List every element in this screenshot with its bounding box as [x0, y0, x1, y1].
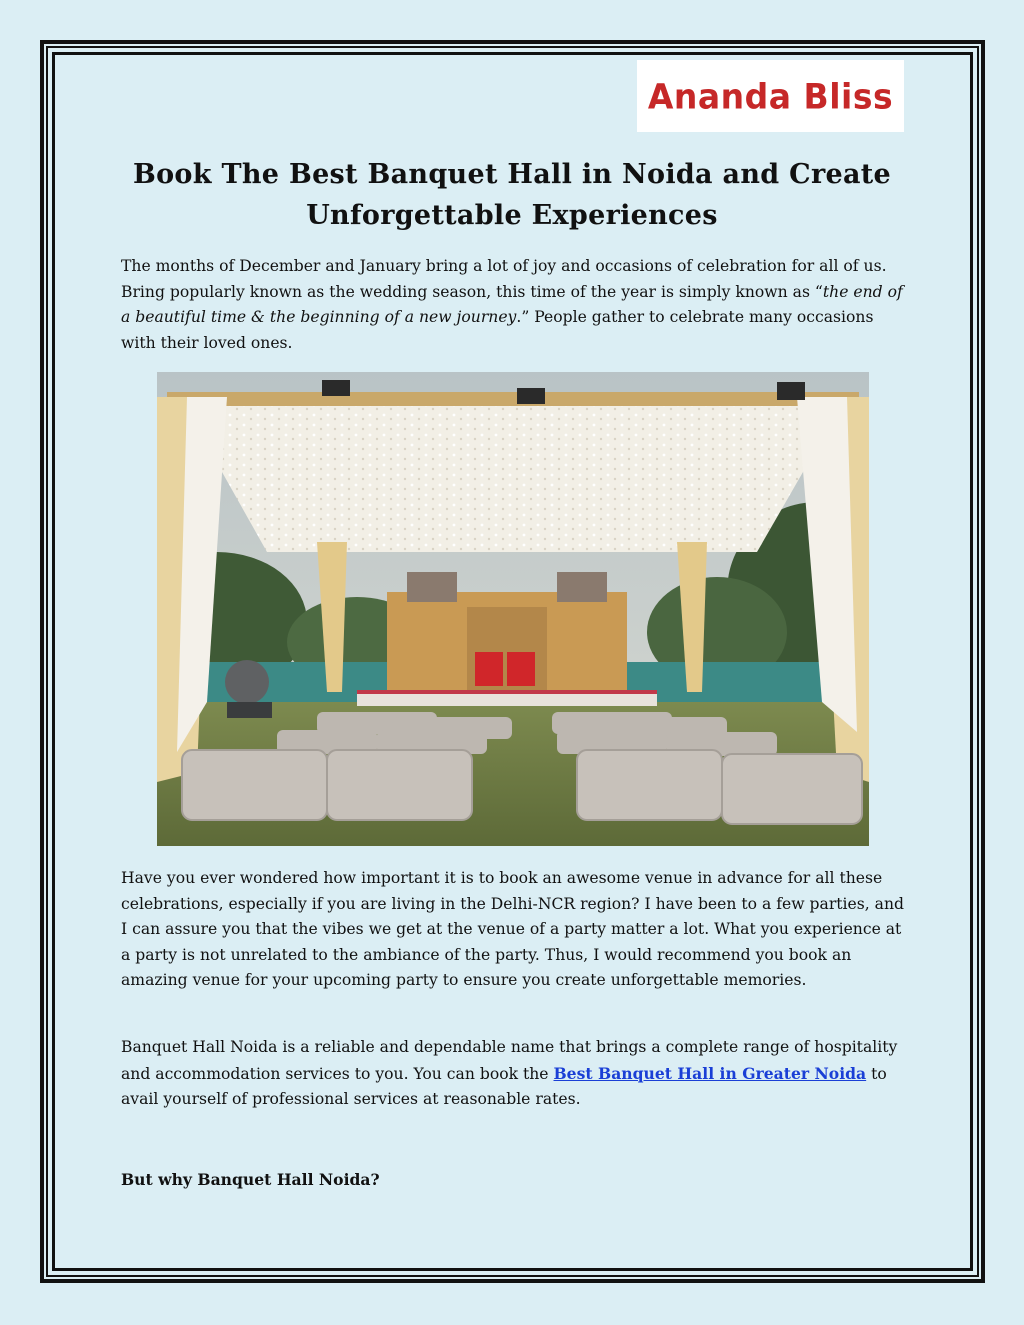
- section-heading: But why Banquet Hall Noida?: [121, 1170, 380, 1189]
- venue-photo-illustration: [157, 372, 869, 846]
- intro-text-start: The months of December and January bring a lot of joy and occasions of celebration for all of us. Bring popularly known as the wedding season, this time of the year is simply known as “: [121, 257, 887, 301]
- best-banquet-hall-link[interactable]: Best Banquet Hall in Greater Noida: [553, 1063, 867, 1083]
- intro-text-end: .” People gather to celebrate many occasions with their loved ones.: [121, 308, 874, 352]
- intro-paragraph: [121, 254, 911, 356]
- services-text-start: Banquet Hall Noida is a reliable and dependable name that brings a complete range of hospitality and accommodation services to you. You can book the: [121, 1038, 898, 1083]
- venue-photo: [157, 372, 869, 846]
- venue-paragraph: Have you ever wondered how important it is to book an awesome venue in advance for all these celebrations, especially if you are living in the Delhi-NCR region? I have been to a few parties, and I can assure you that the vibes we get at the venue of a party matter a lot. What you experience at a party is not unrelated to the ambiance of the party. Thus, I would recommend you book an amazing venue for your upcoming party to ensure you create unforgettable memories.: [121, 869, 904, 989]
- brand-logo-text: Ananda Bliss: [647, 75, 894, 117]
- intro-quote: the end of a beautiful time & the beginning of a new journey: [121, 282, 903, 326]
- page-title: Book The Best Banquet Hall in Noida and Create Unforgettable Experiences: [133, 159, 891, 231]
- brand-logo: [637, 60, 904, 132]
- services-text-end: to avail yourself of professional services at reasonable rates.: [121, 1064, 887, 1108]
- services-paragraph: [121, 1035, 911, 1113]
